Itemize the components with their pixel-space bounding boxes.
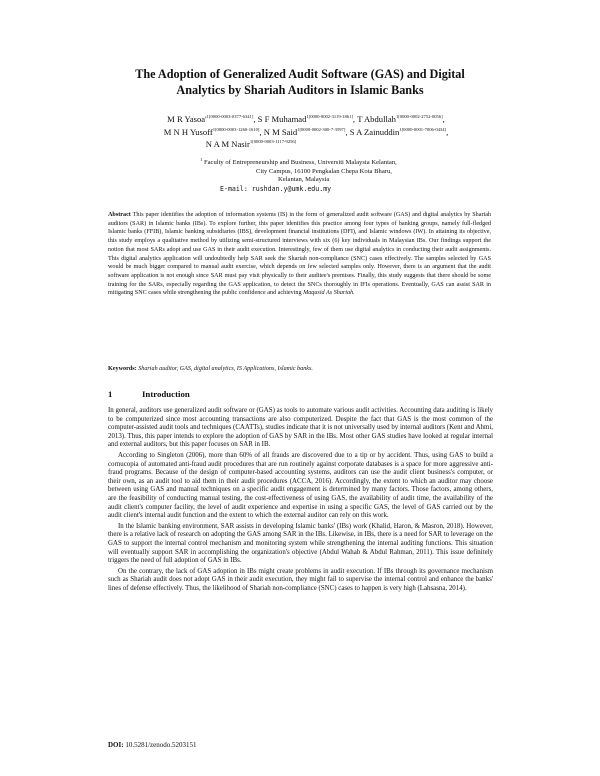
paragraph: On the contrary, the lack of GAS adoption in IBs might create problems in audit execution. If IBs through its governance mechanism such as Shariah audit does not adopt GAS in their audit execution, they might fail to supervise the internal control and enhance the banks' lines of defense effectively. Thus, the likelihood of Shariah non-compliance (SNC) cases to happen is very high (Lahsasna, 2014). — [108, 567, 493, 592]
paragraph: According to Singleton (2006), more than 60% of all frauds are discovered due to a tip or by accident. Thus, using GAS to build a cornucopia of automated anti-fraud audit procedures that are run routinely against corporate databases is a space for more aggressive anti-fraud programs. Because of the design of computer-based accounting systems, auditors can use the audit client business's computer, or their own, as an audit tool to aid them in their audit procedures (ACCA, 2016). Accordingly, the extent to which an auditor may choose between using GAS and manual techniques on a specific audit engagement is determined by many factors. Those factors, among others, are the feasibility of conducting manual testing, the cost-effectiveness of using GAS, the availability of audit time, the availability of the audit client's computer facility, the level of audit experience and expertise in using a specific GAS, the level of GAS carried out by the audit client's internal audit function and the extent to which the external auditor can rely on this work. — [108, 451, 493, 520]
title-line-2: Analytics by Shariah Auditors in Islamic Banks — [176, 83, 424, 97]
doi-label: DOI: — [108, 741, 124, 749]
doi — [108, 741, 196, 749]
author: T Abdullah$^{1[0000-0002-2752-0056]}$, — [357, 114, 445, 124]
keywords-label: Keywords: — [108, 366, 137, 372]
abstract-ending: Maqasid As Shariah. — [303, 290, 355, 297]
keywords — [108, 365, 491, 374]
keywords-text: Shariah auditor, GAS, digital analytics, IS Applications, Islamic banks. — [138, 366, 313, 372]
abstract-label: Abstract — [108, 212, 131, 218]
abstract-text: This paper identifies the adoption of information systems (IS) in the form of generalized audit software (GAS) and digital analytics by Shariah auditors (SAR) in Islamic banks (IBs). To explore further, this paper identifies this practice among four types of banking groups, namely full-fledged Islamic banks (FFIB), Islamic banking subsidiaries (IBS), development financial institutions (DFI), and Islamic windows (IW). In attaining its objective, this study employs a qualitative method by utilizing semi-structured interviews with six (6) key individuals in Malaysian IBs. Our findings support the notion that most SARs adopt and use GAS in their audit execution. Interestingly, few of them use digital analytics in conducting their audit assignments. This digital analytics application will undoubtedly help SAR seek the Shariah non-compliance (SNC) cases effectively. The samples selected by GAS would be much bigger compared to manual audit exercise, which depends on few selected samples only. However, there is an argument that the audit software application is not enough since SAR must pay visit physically to their auditee's premises. Finally, this study suggests that there should be some training for the SARs, especially regarding the GAS application, to detect the SNCs thoroughly in IFIs operations. Eventually, GAS can assist SAR in mitigating SNC cases while strengthening the public confidence and achieving — [108, 212, 491, 297]
author: S F Muhamad$^{1[0000-0002-3119-1861]}$, — [257, 114, 358, 124]
body-text — [108, 407, 493, 595]
title-line-1: The Adoption of Generalized Audit Software (GAS) and Digital — [135, 67, 465, 81]
author: N M Said$^{1[0000-0002-300-7-3597]}$, — [263, 126, 350, 137]
section-title: Introduction — [142, 389, 190, 399]
doi-link[interactable]: 10.5281/zenodo.5203151 — [125, 741, 197, 749]
paragraph: In the Islamic banking environment, SAR assists in developing Islamic banks' (IBs) work (Khalid, Haron, & Masron, 2018). However, there is a relative lack of research on adopting the GAS among SAR in the IBs. Likewise, in IBs, there is a need for SAR to leverage on the GAS to support the internal control mechanism and monitoring system while strengthening the internal auditing functions. This situation will eventually support SAR in accomplishing the organization's objective (Abdul Wahab & Abdul Rahman, 2011). This issue definitely triggers the need of full adoption of GAS in IBs. — [108, 522, 493, 565]
abstract — [108, 211, 491, 298]
paragraph: In general, auditors use generalized audit software or (GAS) as tools to automate various audit activities. Accounting data auditing is likely to be computerized since most accounting transactions are also computerized. Despite the fact that GAS is the most common of the computer-assisted audit tools and techniques (CAATTs), studies indicate that it is not universally used by internal auditors (Kent and Ahmi, 2013). Thus, this paper intends to explore the adoption of GAS by SAR in the IBs. Most other GAS studies have looked at regular internal and external auditors, but this paper focuses on SAR in IB. — [108, 407, 493, 449]
author: S A Zainuddin$^{1[0000-0001-7006-0434]}$, — [349, 126, 449, 137]
affiliation: $^1$ Faculty of Entrepreneurship and Business, Universiti Malaysia Kelantan, City Campus, 16100 Pengkalan Chepa Kota Bharu, Kelantan, Malaysia E-mail: rushdan.y@umk.edu.my — [200, 156, 500, 194]
section-heading — [108, 389, 190, 399]
author-email: E-mail: rushdan.y@umk.edu.my — [220, 184, 332, 193]
author: M N H Yusoff$^{1[0000-0003-1260-1610]}$, — [163, 126, 264, 137]
paper-title — [80, 66, 520, 98]
section-number: 1 — [108, 389, 113, 399]
affiliation-line-2: City Campus, 16100 Pengkalan Chepa Kota Bharu, — [256, 167, 392, 175]
affiliation-line-1: Faculty of Entrepreneurship and Business, Universiti Malaysia Kelantan, — [203, 159, 397, 167]
affiliation-line-3: Kelantan, Malaysia — [278, 176, 330, 184]
author: N A M Nasir$^{1[0000-0003-1117-9256]}$ — [205, 139, 297, 149]
author: M R $Yasoa'^{1[0000-0003-0377-6341]}$, — [167, 114, 258, 124]
author-list — [86, 113, 526, 151]
